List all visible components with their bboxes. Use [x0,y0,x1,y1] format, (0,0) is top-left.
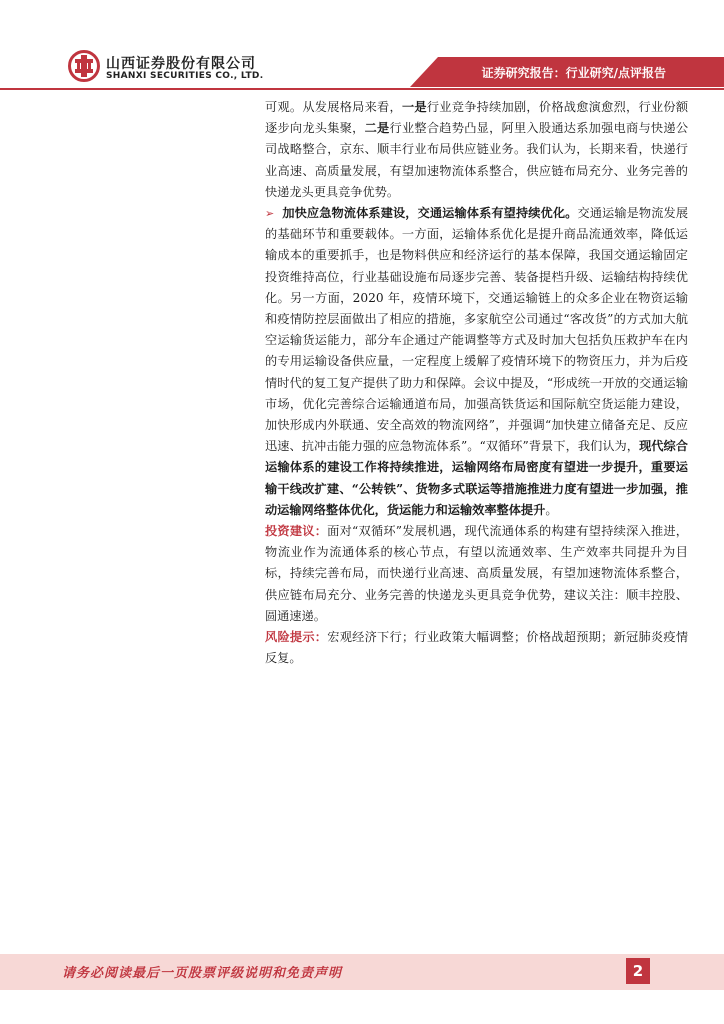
company-name-en: SHANXI SECURITIES CO., LTD. [106,71,264,81]
text-span: 。 [545,502,558,517]
page-header [0,0,724,95]
shanxi-securities-logo [68,50,100,82]
footer-disclaimer: 请务必阅读最后一页股票评级说明和免责声明 [62,966,343,981]
investment-advice-label: 投资建议： [265,524,328,539]
text-span: 行业整合趋势凸显，阿里入股通达系加强电商与快递公司战略整合，京东、顺丰行业布局供应链业务。我们认为，长期来看，快递行业高速、高质量发展，有望加速物流体系整合，供应链布局充分、业务完善的快递龙头更具竞争优势。 [265,121,689,199]
bold-heading-span: 加快应急物流体系建设，交通运输体系有望持续优化。 [282,206,578,221]
risk-warning-label: 风险提示： [265,630,328,645]
paragraph-investment-advice [265,521,688,627]
investment-advice-text: 面对“双循环”发展机遇，现代流通体系的构建有望持续深入推进，物流业作为流通体系的核心节点，有望以流通效率、生产效率共同提升为目标，持续完善布局，而快递行业高速、高质量发展，有望加速物流体系整合，供应链布局充分、业务完善的快递龙头更具竞争优势，建议关注：顺丰控股、圆通速递。 [265,524,688,623]
text-span: 行业竞争持续加剧，价格战愈演愈烈，行业份额逐步向龙头集聚， [265,100,689,136]
text-span: 交通运输是物流发展的基础环节和重要载体。一方面，运输体系优化是提升商品流通效率，降低运输成本的重要抓手，也是物料供应和经济运行的基本保障，我国交通运输固定投资维持高位，行业基础设施布局逐步完善、装备提档升级、运输结构持续优化。另一方面，2020 年，疫情环境下，交通运输链上的众多企业在物资运输和疫情防控层面做出了相应的措施，多家航空公司通过“客改货”的方式加大航空运输货运能力，部分车企通过产能调整等方式及时加大包括负压救护车在内的专用运输设备供应量，一定程度上缓解了疫情环境下的物资压力，并为后疫情时代的复工复产提供了助力和保障。会议中提及，“形成统一开放的交通运输市场，优化完善综合运输通道布局，加强高铁货运和国际航空货运能力建设，加快形成内外联通、安全高效的物流网络”，并强调“加快建立储备充足、反应迅速、抗冲击能力强的应急物流体系”。“双循环”背景下，我们认为， [265,206,689,454]
company-name-cn: 山西证券股份有限公司 [106,56,256,72]
paragraph-industry-landscape [265,97,688,203]
risk-warning-text: 宏观经济下行；行业政策大幅调整；价格战超预期；新冠肺炎疫情反复。 [265,630,689,666]
text-span: 可观。从发展格局来看， [265,100,402,114]
bullet-arrow-icon: ➢ [265,207,275,221]
report-body [265,97,688,669]
bold-conclusion-span: 现代综合运输体系的建设工作将持续推进，运输网络布局密度有望进一步提升，重要运输干线改扩建、“公转铁”、货物多式联运等措施推进力度有望进一步加强，推动运输网络整体优化，货运能力和运输效率整体提升 [265,439,688,517]
bold-span: 一是 [401,100,427,114]
header-divider [0,88,724,90]
paragraph-emergency-logistics [265,203,688,521]
report-type-label: 证券研究报告：行业研究/点评报告 [481,66,666,80]
bold-span: 二是 [364,121,390,136]
paragraph-risk-warning [265,627,688,669]
page-number: 2 [626,958,650,984]
